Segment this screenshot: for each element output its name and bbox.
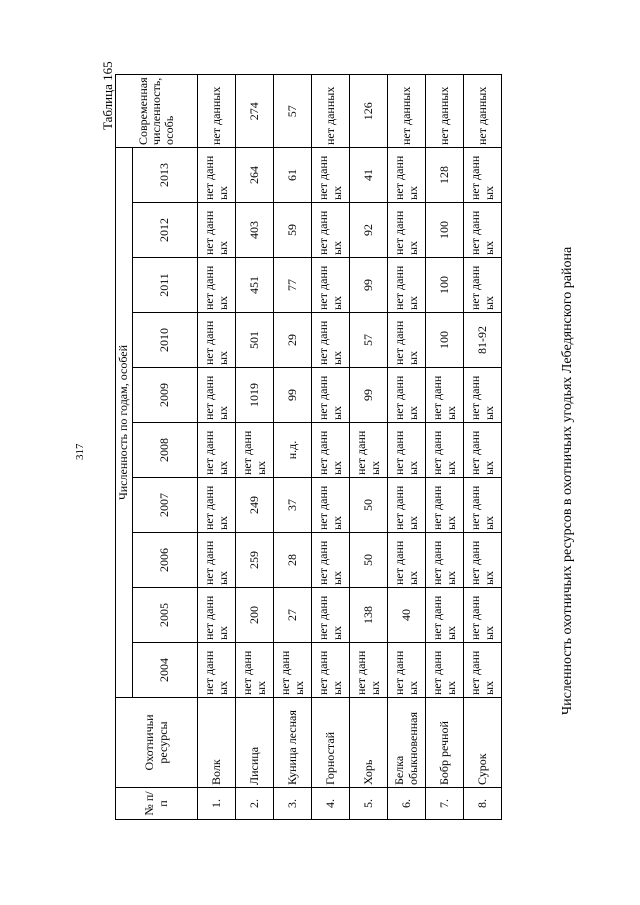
year-value: 1019 bbox=[236, 368, 274, 423]
year-value: н.д. bbox=[274, 423, 312, 478]
year-value: нет данных bbox=[312, 313, 350, 368]
year-header: 2013 bbox=[133, 148, 198, 203]
year-value: нет данных bbox=[312, 478, 350, 533]
table-row bbox=[236, 75, 274, 820]
header-num: № п/п bbox=[116, 788, 198, 820]
year-value: нет данных bbox=[312, 533, 350, 588]
resource-name: Волк bbox=[198, 698, 236, 788]
year-value: 451 bbox=[236, 258, 274, 313]
header-resource: Охотничьи ресурсы bbox=[116, 698, 198, 788]
year-value: 50 bbox=[350, 533, 388, 588]
year-value: нет данных bbox=[198, 533, 236, 588]
year-value: нет данных bbox=[198, 258, 236, 313]
header-current: Современная численность, особь bbox=[116, 75, 198, 148]
table-row bbox=[312, 75, 350, 820]
resource-name: Сурок bbox=[464, 698, 502, 788]
year-value: 501 bbox=[236, 313, 274, 368]
current-value: 57 bbox=[274, 75, 312, 148]
year-value: нет данных bbox=[464, 368, 502, 423]
table-row bbox=[198, 75, 236, 820]
resource-name: Лисица bbox=[236, 698, 274, 788]
year-value: 59 bbox=[274, 203, 312, 258]
resource-name: Хорь bbox=[350, 698, 388, 788]
year-value: 77 bbox=[274, 258, 312, 313]
year-value: 41 bbox=[350, 148, 388, 203]
table-row bbox=[350, 75, 388, 820]
table-row bbox=[426, 75, 464, 820]
year-value: нет данных bbox=[464, 148, 502, 203]
year-value: нет данных bbox=[236, 643, 274, 698]
current-value: нет данных bbox=[464, 75, 502, 148]
year-value: 264 bbox=[236, 148, 274, 203]
year-value: нет данных bbox=[236, 423, 274, 478]
current-value: нет данных bbox=[426, 75, 464, 148]
row-number: 2. bbox=[236, 788, 274, 820]
year-header: 2007 bbox=[133, 478, 198, 533]
year-value: 100 bbox=[426, 313, 464, 368]
year-value: нет данных bbox=[464, 258, 502, 313]
resource-name: Горностай bbox=[312, 698, 350, 788]
year-header: 2004 bbox=[133, 643, 198, 698]
year-value: нет данных bbox=[426, 643, 464, 698]
year-header: 2006 bbox=[133, 533, 198, 588]
year-value: 99 bbox=[350, 368, 388, 423]
year-value: нет данных bbox=[198, 148, 236, 203]
year-value: нет данных bbox=[198, 643, 236, 698]
year-header: 2010 bbox=[133, 313, 198, 368]
year-value: 81-92 bbox=[464, 313, 502, 368]
year-value: 200 bbox=[236, 588, 274, 643]
year-value: нет данных bbox=[388, 643, 426, 698]
row-number: 1. bbox=[198, 788, 236, 820]
year-value: 138 bbox=[350, 588, 388, 643]
year-value: нет данных bbox=[198, 588, 236, 643]
year-value: 57 bbox=[350, 313, 388, 368]
year-value: нет данных bbox=[426, 533, 464, 588]
row-number: 7. bbox=[426, 788, 464, 820]
header-years-group: Численность по годам, особей bbox=[116, 148, 133, 698]
year-value: 100 bbox=[426, 258, 464, 313]
year-value: нет данных bbox=[198, 203, 236, 258]
year-header: 2012 bbox=[133, 203, 198, 258]
year-value: нет данных bbox=[312, 148, 350, 203]
year-value: нет данных bbox=[388, 533, 426, 588]
resource-name: Бобр речной bbox=[426, 698, 464, 788]
year-value: нет данных bbox=[312, 643, 350, 698]
year-value: 249 bbox=[236, 478, 274, 533]
year-value: 92 bbox=[350, 203, 388, 258]
table-body bbox=[198, 75, 502, 820]
year-value: 403 bbox=[236, 203, 274, 258]
year-value: 99 bbox=[274, 368, 312, 423]
year-value: 61 bbox=[274, 148, 312, 203]
year-value: 37 bbox=[274, 478, 312, 533]
year-value: нет данных bbox=[274, 643, 312, 698]
row-number: 5. bbox=[350, 788, 388, 820]
year-value: нет данных bbox=[464, 588, 502, 643]
year-value: нет данных bbox=[388, 313, 426, 368]
year-value: нет данных bbox=[388, 203, 426, 258]
year-value: нет данных bbox=[198, 478, 236, 533]
year-header: 2005 bbox=[133, 588, 198, 643]
page-title: Численность охотничьих ресурсов в охотничьих угодьях Лебедянского района bbox=[560, 246, 575, 715]
current-value: 274 bbox=[236, 75, 274, 148]
year-value: 99 bbox=[350, 258, 388, 313]
year-value: 28 bbox=[274, 533, 312, 588]
current-value: 126 bbox=[350, 75, 388, 148]
current-value: нет данных bbox=[388, 75, 426, 148]
page-number: 317 bbox=[74, 443, 86, 460]
year-value: нет данных bbox=[350, 423, 388, 478]
row-number: 8. bbox=[464, 788, 502, 820]
year-value: нет данных bbox=[426, 478, 464, 533]
year-value: 40 bbox=[388, 588, 426, 643]
year-value: нет данных bbox=[198, 313, 236, 368]
year-value: нет данных bbox=[464, 643, 502, 698]
year-value: нет данных bbox=[388, 478, 426, 533]
year-value: нет данных bbox=[312, 258, 350, 313]
year-value: 100 bbox=[426, 203, 464, 258]
year-value: 27 bbox=[274, 588, 312, 643]
year-value: нет данных bbox=[426, 423, 464, 478]
year-value: нет данных bbox=[464, 533, 502, 588]
row-number: 4. bbox=[312, 788, 350, 820]
year-header: 2011 bbox=[133, 258, 198, 313]
year-value: 128 bbox=[426, 148, 464, 203]
year-value: нет данных bbox=[388, 148, 426, 203]
year-value: нет данных bbox=[426, 588, 464, 643]
year-value: нет данных bbox=[198, 423, 236, 478]
table-row bbox=[388, 75, 426, 820]
resource-name: Куница лесная bbox=[274, 698, 312, 788]
row-number: 3. bbox=[274, 788, 312, 820]
year-value: нет данных bbox=[312, 423, 350, 478]
hunting-resources-table bbox=[115, 74, 502, 820]
year-value: 50 bbox=[350, 478, 388, 533]
current-value: нет данных bbox=[312, 75, 350, 148]
year-value: нет данных bbox=[388, 423, 426, 478]
row-number: 6. bbox=[388, 788, 426, 820]
year-value: нет данных bbox=[464, 478, 502, 533]
year-value: нет данных bbox=[426, 368, 464, 423]
table-row bbox=[464, 75, 502, 820]
year-value: нет данных bbox=[312, 588, 350, 643]
year-header: 2008 bbox=[133, 423, 198, 478]
year-value: 259 bbox=[236, 533, 274, 588]
year-value: нет данных bbox=[388, 258, 426, 313]
table-number: Таблица 165 bbox=[100, 61, 115, 130]
year-value: нет данных bbox=[312, 203, 350, 258]
year-value: нет данных bbox=[388, 368, 426, 423]
year-header: 2009 bbox=[133, 368, 198, 423]
current-value: нет данных bbox=[198, 75, 236, 148]
table-row bbox=[274, 75, 312, 820]
resource-name: Белка обыкновенная bbox=[388, 698, 426, 788]
year-value: нет данных bbox=[198, 368, 236, 423]
year-value: нет данных bbox=[350, 643, 388, 698]
year-value: нет данных bbox=[312, 368, 350, 423]
year-value: 29 bbox=[274, 313, 312, 368]
year-value: нет данных bbox=[464, 423, 502, 478]
year-value: нет данных bbox=[464, 203, 502, 258]
